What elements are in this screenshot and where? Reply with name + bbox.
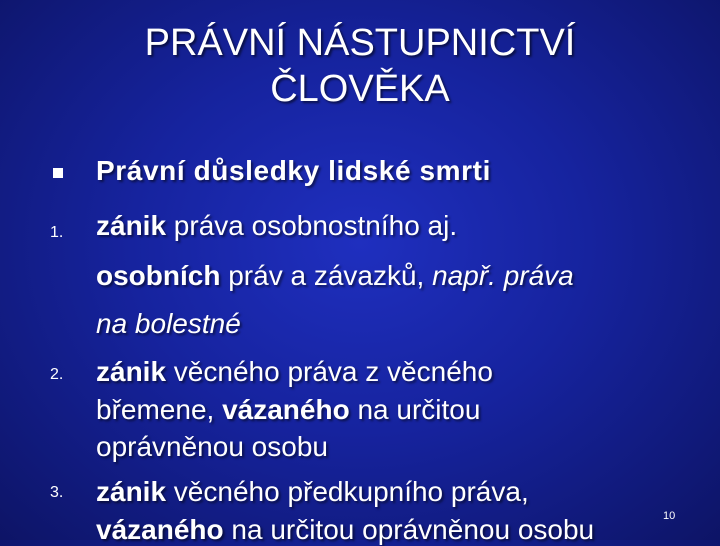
page-number: 10	[663, 510, 676, 522]
item-2-line-2	[96, 394, 480, 426]
item-2-line-2-rest: na určitou	[349, 394, 481, 425]
item-2-line-2-bold: vázaného	[222, 394, 350, 425]
item-1-line-2-rest: práv a závazků,	[220, 260, 433, 291]
item-1-line-1-bold: zánik	[96, 210, 167, 241]
item-1-line-1-rest: práva osobnostního aj.	[166, 210, 458, 241]
list-number: 3.	[50, 484, 64, 501]
square-bullet-icon	[53, 168, 63, 178]
item-1-line-3-italic: na bolestné	[96, 308, 241, 339]
item-3-line-1-bold: zánik	[96, 476, 167, 507]
slide-title-line-2: ČLOVĚKA	[270, 68, 450, 110]
item-2-line-3-text: oprávněnou osobu	[96, 431, 328, 462]
item-1-line-2-italic: např. práva	[432, 260, 574, 291]
slide-title	[0, 20, 720, 112]
item-3-line-2-bold: vázaného	[96, 514, 224, 545]
item-2-line-2-start: břemene,	[96, 394, 223, 425]
item-1-line-3	[96, 308, 241, 340]
item-3-line-2	[96, 514, 594, 546]
item-1-line-1	[96, 210, 457, 242]
item-2-line-1-bold: zánik	[96, 356, 167, 387]
item-3-line-2-rest: na určitou oprávněnou osobu	[223, 514, 595, 545]
item-3-line-1-rest: věcného předkupního práva,	[166, 476, 529, 507]
item-1-line-2-bold: osobních	[96, 260, 221, 291]
item-1-line-2	[96, 260, 574, 292]
item-2-line-3	[96, 431, 328, 463]
item-2-line-1-rest: věcného práva z věcného	[166, 356, 493, 387]
item-3-line-1	[96, 476, 529, 508]
list-number: 1.	[50, 224, 64, 241]
list-number: 2.	[50, 366, 64, 383]
heading-text	[96, 155, 491, 187]
heading-label: Právní důsledky lidské smrti	[96, 155, 491, 186]
item-2-line-1	[96, 356, 493, 388]
slide-title-line-1: PRÁVNÍ NÁSTUPNICTVÍ	[144, 22, 576, 64]
